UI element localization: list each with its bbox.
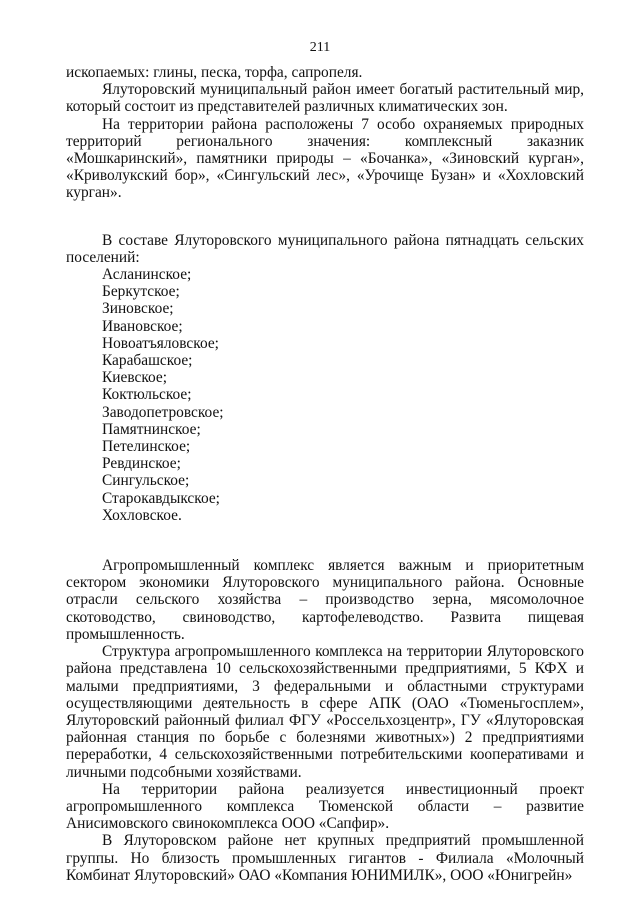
list-item: Старокавдыкское; [102,489,220,507]
list-item: Ревдинское; [102,455,181,473]
list-item: Асланинское; [102,266,192,284]
spacer [66,202,584,232]
spacer [66,524,584,557]
list-item: Коктюльское; [102,386,192,404]
document-body [66,64,584,884]
list-item: Петелинское; [102,438,191,456]
list-item: Беркутское; [102,283,180,301]
paragraph-agro-complex: Агропромышленный комплекс является важным и приоритетным сектором экономики Ялуторовского муниципального района. Основные отрасли сельского хозяйства – производство зерна, мясомолочное скотоводство, свиноводство, картофелеводство. Развита пищевая промышленность. [66,557,584,643]
paragraph-minerals: ископаемых: глины, песка, торфа, сапропеля. [66,64,363,81]
list-item: Сингульское; [102,472,190,490]
paragraph-settlements-intro: В составе Ялуторовского муниципального района пятнадцать сельских поселений: [66,231,584,266]
paragraph-protected-areas: На территории района расположены 7 особо охраняемых природных территорий регионального значения: комплексный заказник «Мошкаринский», памятники природы – «Бочанка», «Зиновский курган», «Криволукский бор», «Сингульский лес», «Урочище Бузан» и «Хохловский курган». [66,115,584,202]
list-item: Киевское; [102,369,168,387]
list-item: Карабашское; [102,352,193,370]
paragraph-agro-structure: Структура агропромышленного комплекса на территории Ялуторовского района представлена 10 сельскохозяйственными предприятиями, 5 КФХ и малыми предприятиями, 3 федеральными и областными структурами осуществляющими деятельность в сфере АПК (ОАО «Тюменьгосплем», Ялуторовский районный филиал ФГУ «Россельхозцентр», ГУ «Ялуторовская районная станция по борьбе с болезнями животных») 2 предприятиями переработки, 4 сельскохозяйственными потребительскими кооперативами и личными подсобными хозяйствами. [66,643,584,781]
paragraph-industry: В Ялуторовском районе нет крупных предприятий промышленной группы. Но близость промышленных гигантов - Филиала «Молочный Комбинат Ялуторовский» ОАО «Компания ЮНИМИЛК», ООО «Юнигрейн» [66,832,584,884]
list-item: Ивановское; [102,317,183,335]
list-item: Хохловское. [102,506,182,524]
paragraph-investment-project: На территории района реализуется инвестиционный проект агропромышленного комплекса Тюменской области – развитие Анисимовского свинокомплекса ООО «Сапфир». [66,780,584,833]
list-item: Заводопетровское; [102,403,224,421]
list-item: Новоатъяловское; [102,334,219,352]
paragraph-flora: Ялуторовский муниципальный район имеет богатый растительный мир, который состоит из представителей различных климатических зон. [66,81,584,116]
list-item: Зиновское; [102,300,174,318]
list-item: Памятнинское; [102,420,201,438]
settlements-list [66,266,584,524]
page-number: 211 [309,40,331,55]
